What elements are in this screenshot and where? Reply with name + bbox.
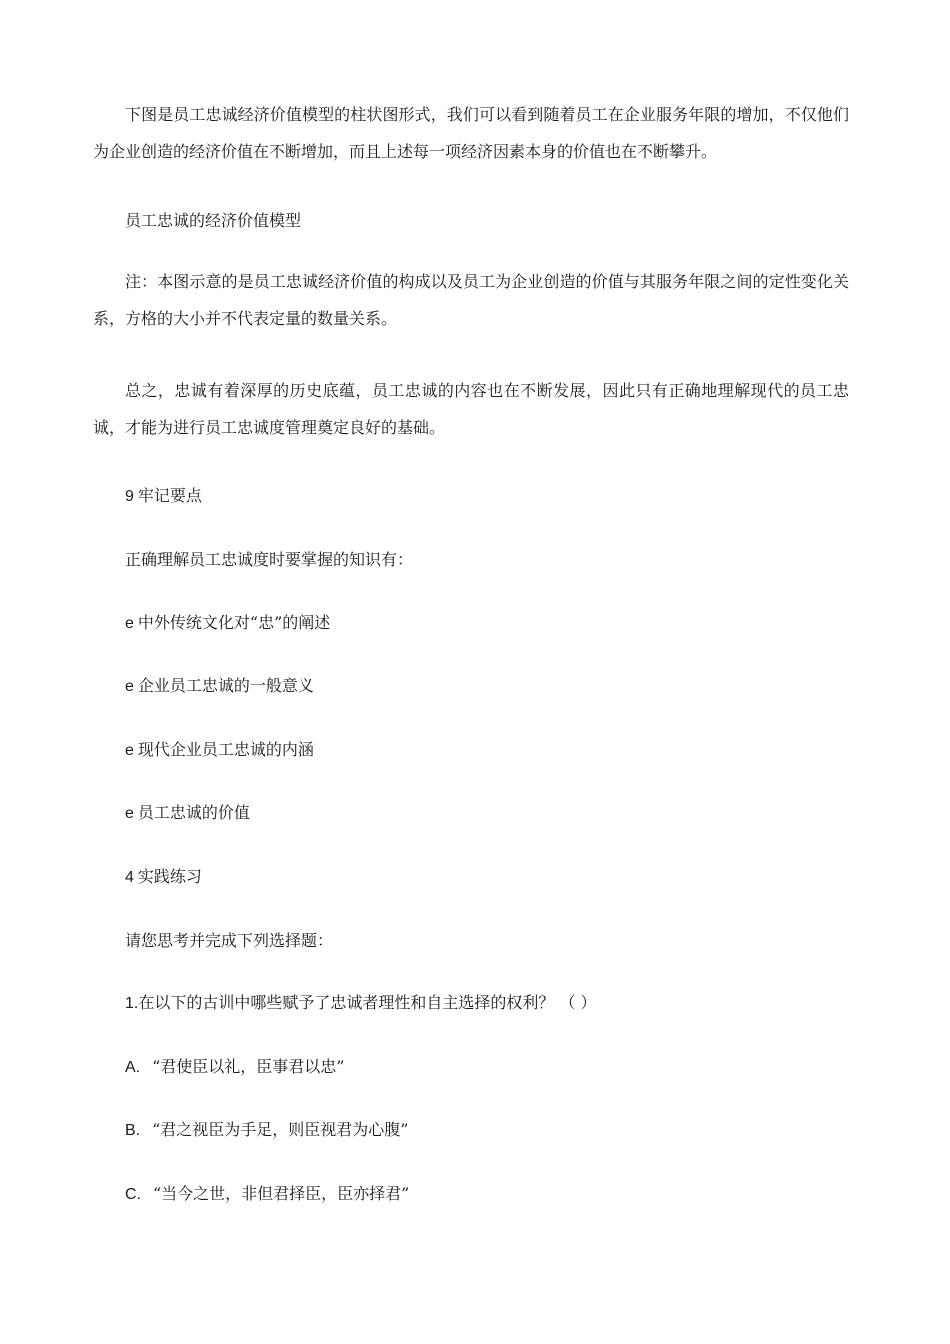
bullet-marker: e [125, 805, 134, 822]
list-item-text: 员工忠诚的价值 [137, 803, 250, 822]
practice-heading [125, 866, 202, 889]
answer-option [125, 1056, 345, 1079]
option-text: “当今之世，非但君择臣，臣亦择君” [153, 1184, 410, 1203]
option-letter: B. [125, 1122, 141, 1139]
question-number: 1. [125, 995, 139, 1012]
list-item [125, 739, 314, 762]
bullet-marker: e [125, 615, 134, 632]
question-text: 在以下的古训中哪些赋予了忠诚者理性和自主选择的权利？ （ ） [138, 993, 597, 1012]
list-item [125, 612, 330, 635]
key-points-heading [125, 485, 202, 508]
key-points-intro: 正确理解员工忠诚度时要掌握的知识有： [125, 550, 414, 569]
figure-caption: 员工忠诚的经济价值模型 [125, 211, 302, 230]
option-text: “君使臣以礼，臣事君以忠” [152, 1057, 345, 1076]
option-letter: C. [125, 1186, 141, 1203]
key-points-title: 牢记要点 [137, 486, 202, 505]
answer-option [125, 1119, 409, 1142]
list-item-text: 现代企业员工忠诚的内涵 [137, 740, 314, 759]
bullet-marker: e [125, 678, 134, 695]
list-item-text: 中外传统文化对“忠”的阐述 [137, 613, 331, 632]
figure-note: 注：本图示意的是员工忠诚经济价值的构成以及员工为企业创造的价值与其服务年限之间的定性变化关系，方格的大小并不代表定量的数量关系。 [93, 272, 849, 328]
list-item [125, 675, 314, 698]
practice-marker: 4 [125, 869, 134, 886]
bullet-marker: e [125, 742, 134, 759]
answer-option [125, 1183, 409, 1206]
list-item-text: 企业员工忠诚的一般意义 [137, 676, 314, 695]
intro-paragraph: 下图是员工忠诚经济价值模型的柱状图形式，我们可以看到随着员工在企业服务年限的增加，不仅他们为企业创造的经济价值在不断增加，而且上述每一项经济因素本身的价值也在不断攀升。 [93, 105, 849, 161]
option-text: “君之视臣为手足，则臣视君为心腹” [152, 1120, 409, 1139]
key-points-marker: 9 [125, 488, 134, 505]
practice-intro: 请您思考并完成下列选择题： [125, 931, 334, 950]
option-letter: A. [125, 1059, 141, 1076]
list-item [125, 802, 250, 825]
practice-title: 实践练习 [137, 867, 202, 886]
question [125, 992, 597, 1015]
summary-paragraph: 总之，忠诚有着深厚的历史底蕴，员工忠诚的内容也在不断发展，因此只有正确地理解现代的员工忠诚，才能为进行员工忠诚度管理奠定良好的基础。 [93, 381, 849, 437]
